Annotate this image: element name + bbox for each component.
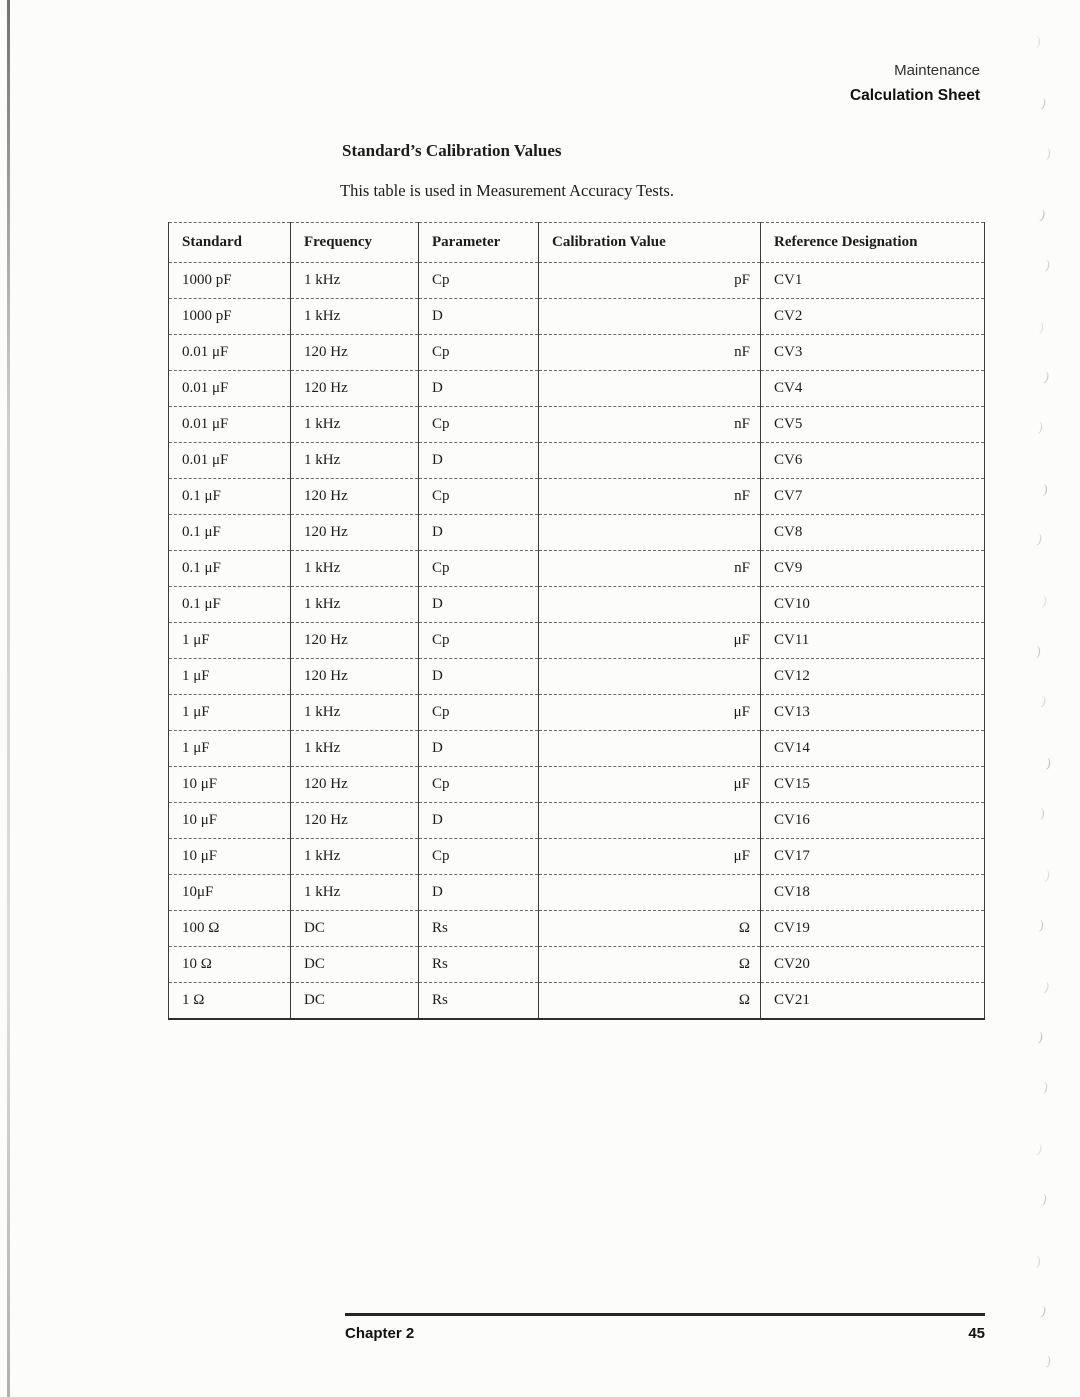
reference-designation-cell: CV3 xyxy=(761,335,985,371)
standard-cell: 0.01 μF xyxy=(169,407,291,443)
reference-designation-cell: CV16 xyxy=(761,803,985,839)
parameter-cell: Rs xyxy=(419,983,539,1019)
calibration-value-cell xyxy=(539,659,761,695)
standard-cell: 100 Ω xyxy=(169,911,291,947)
calibration-value-cell: μF xyxy=(539,767,761,803)
parameter-cell: Cp xyxy=(419,407,539,443)
calibration-value-cell xyxy=(539,371,761,407)
footer-page-number: 45 xyxy=(968,1325,985,1342)
reference-designation-cell: CV19 xyxy=(761,911,985,947)
scan-artifact-icon: ) xyxy=(1036,1030,1045,1047)
calibration-value-cell: nF xyxy=(539,335,761,371)
reference-designation-cell: CV21 xyxy=(761,983,985,1019)
calibration-value-cell: pF xyxy=(539,263,761,299)
calibration-value-cell xyxy=(539,587,761,623)
scan-artifact-icon: ) xyxy=(1042,1080,1049,1097)
scan-artifact-icon: ) xyxy=(1036,420,1045,437)
parameter-cell: Cp xyxy=(419,335,539,371)
frequency-cell: 120 Hz xyxy=(291,623,419,659)
table-row xyxy=(169,875,985,911)
standard-cell: 0.1 μF xyxy=(169,515,291,551)
calibration-value-cell: μF xyxy=(539,839,761,875)
scan-artifact-icon: ) xyxy=(1042,370,1052,387)
running-header xyxy=(850,62,980,105)
scan-artifact-icon: ) xyxy=(1041,980,1052,997)
table-row xyxy=(169,767,985,803)
reference-designation-cell: CV8 xyxy=(761,515,985,551)
reference-designation-cell: CV13 xyxy=(761,695,985,731)
column-header: Standard xyxy=(169,223,291,263)
standard-cell: 1 μF xyxy=(169,695,291,731)
footer-chapter-label: Chapter 2 xyxy=(345,1325,415,1342)
frequency-cell: 1 kHz xyxy=(291,407,419,443)
scan-artifact-icon: ) xyxy=(1040,1192,1049,1209)
calibration-value-cell: μF xyxy=(539,695,761,731)
parameter-cell: D xyxy=(419,515,539,551)
table-row xyxy=(169,911,985,947)
frequency-cell: DC xyxy=(291,911,419,947)
frequency-cell: 1 kHz xyxy=(291,443,419,479)
parameter-cell: D xyxy=(419,731,539,767)
frequency-cell: 1 kHz xyxy=(291,551,419,587)
scan-artifact-icon: ) xyxy=(1039,96,1048,113)
calibration-value-cell: Ω xyxy=(539,947,761,983)
parameter-cell: D xyxy=(419,443,539,479)
calibration-value-cell xyxy=(539,875,761,911)
reference-designation-cell: CV18 xyxy=(761,875,985,911)
table-row xyxy=(169,695,985,731)
parameter-cell: Rs xyxy=(419,911,539,947)
scan-artifact-icon: ) xyxy=(1038,320,1045,337)
scan-artifact-icon: ) xyxy=(1044,146,1053,163)
parameter-cell: D xyxy=(419,371,539,407)
scan-artifact-icon: ) xyxy=(1035,532,1044,549)
calibration-value-cell: nF xyxy=(539,479,761,515)
frequency-cell: 120 Hz xyxy=(291,335,419,371)
scan-artifact-icon: ) xyxy=(1039,806,1046,823)
parameter-cell: D xyxy=(419,299,539,335)
calibration-value-cell: Ω xyxy=(539,911,761,947)
frequency-cell: 120 Hz xyxy=(291,803,419,839)
calibration-value-cell xyxy=(539,299,761,335)
scan-artifact-icon: ) xyxy=(1039,694,1048,711)
calibration-values-table xyxy=(168,222,985,1020)
table-row xyxy=(169,335,985,371)
scan-artifact-icon: ) xyxy=(1043,258,1052,275)
parameter-cell: Cp xyxy=(419,767,539,803)
standard-cell: 0.1 μF xyxy=(169,587,291,623)
scan-artifact-icon: ) xyxy=(1039,1304,1048,1321)
frequency-cell: 1 kHz xyxy=(291,695,419,731)
calibration-value-cell xyxy=(539,443,761,479)
reference-designation-cell: CV10 xyxy=(761,587,985,623)
scan-artifact-icon: ) xyxy=(1035,1254,1042,1271)
scan-artifact-icon: ) xyxy=(1035,644,1042,661)
table-row xyxy=(169,803,985,839)
standard-cell: 10 μF xyxy=(169,803,291,839)
standard-cell: 10 μF xyxy=(169,767,291,803)
footer-rule xyxy=(345,1313,985,1316)
frequency-cell: 1 kHz xyxy=(291,263,419,299)
calibration-value-cell: nF xyxy=(539,551,761,587)
frequency-cell: 120 Hz xyxy=(291,371,419,407)
calibration-value-cell: nF xyxy=(539,407,761,443)
calibration-value-cell: Ω xyxy=(539,983,761,1019)
table-row xyxy=(169,983,985,1019)
reference-designation-cell: CV11 xyxy=(761,623,985,659)
column-header: Reference Designation xyxy=(761,223,985,263)
page-footer xyxy=(345,1313,985,1342)
reference-designation-cell: CV14 xyxy=(761,731,985,767)
reference-designation-cell: CV1 xyxy=(761,263,985,299)
reference-designation-cell: CV6 xyxy=(761,443,985,479)
table-row xyxy=(169,731,985,767)
table-row xyxy=(169,299,985,335)
table-row xyxy=(169,479,985,515)
standard-cell: 0.1 μF xyxy=(169,479,291,515)
column-header: Parameter xyxy=(419,223,539,263)
standard-cell: 0.1 μF xyxy=(169,551,291,587)
parameter-cell: Cp xyxy=(419,695,539,731)
scan-artifact-icon: ) xyxy=(1044,756,1053,773)
table-row xyxy=(169,947,985,983)
frequency-cell: 120 Hz xyxy=(291,515,419,551)
table-row xyxy=(169,407,985,443)
reference-designation-cell: CV20 xyxy=(761,947,985,983)
scan-artifact-icon: ) xyxy=(1037,208,1048,225)
running-header-subsection: Calculation Sheet xyxy=(849,87,980,104)
frequency-cell: DC xyxy=(291,947,419,983)
frequency-cell: 1 kHz xyxy=(291,299,419,335)
frequency-cell: 1 kHz xyxy=(291,731,419,767)
frequency-cell: 1 kHz xyxy=(291,839,419,875)
frequency-cell: 120 Hz xyxy=(291,479,419,515)
scan-artifact-icon: ) xyxy=(1035,1142,1045,1159)
parameter-cell: Cp xyxy=(419,479,539,515)
running-header-section: Maintenance xyxy=(894,62,980,79)
scan-artifact-icon: ) xyxy=(1044,1354,1053,1371)
frequency-cell: DC xyxy=(291,983,419,1019)
table-row xyxy=(169,263,985,299)
reference-designation-cell: CV15 xyxy=(761,767,985,803)
parameter-cell: Rs xyxy=(419,947,539,983)
table-row xyxy=(169,587,985,623)
scan-artifact-icon: ) xyxy=(1037,918,1046,935)
standard-cell: 1000 pF xyxy=(169,263,291,299)
table-row xyxy=(169,839,985,875)
standard-cell: 1 μF xyxy=(169,659,291,695)
table-row xyxy=(169,659,985,695)
reference-designation-cell: CV4 xyxy=(761,371,985,407)
parameter-cell: D xyxy=(419,587,539,623)
calibration-value-cell xyxy=(539,515,761,551)
page-title: Standard’s Calibration Values xyxy=(342,141,562,160)
reference-designation-cell: CV9 xyxy=(761,551,985,587)
standard-cell: 10 μF xyxy=(169,839,291,875)
standard-cell: 1 Ω xyxy=(169,983,291,1019)
table-row xyxy=(169,551,985,587)
table-header-row xyxy=(169,223,985,263)
standard-cell: 0.01 μF xyxy=(169,443,291,479)
table-row xyxy=(169,515,985,551)
standard-cell: 0.01 μF xyxy=(169,371,291,407)
parameter-cell: Cp xyxy=(419,263,539,299)
page-subtitle: This table is used in Measurement Accuracy Tests. xyxy=(340,181,674,200)
parameter-cell: Cp xyxy=(419,623,539,659)
reference-designation-cell: CV17 xyxy=(761,839,985,875)
calibration-value-cell xyxy=(539,731,761,767)
reference-designation-cell: CV12 xyxy=(761,659,985,695)
standard-cell: 10 Ω xyxy=(169,947,291,983)
scan-artifact-icon: ) xyxy=(1040,594,1049,611)
frequency-cell: 120 Hz xyxy=(291,659,419,695)
table-row xyxy=(169,623,985,659)
standard-cell: 10μF xyxy=(169,875,291,911)
scan-edge-shadow xyxy=(7,0,10,1397)
column-header: Frequency xyxy=(291,223,419,263)
frequency-cell: 1 kHz xyxy=(291,875,419,911)
parameter-cell: D xyxy=(419,803,539,839)
scan-artifact-icon: ) xyxy=(1042,482,1049,499)
parameter-cell: D xyxy=(419,659,539,695)
calibration-value-cell xyxy=(539,803,761,839)
frequency-cell: 1 kHz xyxy=(291,587,419,623)
standard-cell: 1 μF xyxy=(169,731,291,767)
scan-artifact-icon: ) xyxy=(1035,34,1042,51)
calibration-value-cell: μF xyxy=(539,623,761,659)
standard-cell: 1000 pF xyxy=(169,299,291,335)
reference-designation-cell: CV7 xyxy=(761,479,985,515)
table-body xyxy=(169,263,985,1019)
frequency-cell: 120 Hz xyxy=(291,767,419,803)
scan-artifact-icon: ) xyxy=(1043,868,1052,885)
parameter-cell: D xyxy=(419,875,539,911)
standard-cell: 0.01 μF xyxy=(169,335,291,371)
parameter-cell: Cp xyxy=(419,551,539,587)
table-row xyxy=(169,443,985,479)
column-header: Calibration Value xyxy=(539,223,761,263)
reference-designation-cell: CV5 xyxy=(761,407,985,443)
reference-designation-cell: CV2 xyxy=(761,299,985,335)
table-row xyxy=(169,371,985,407)
parameter-cell: Cp xyxy=(419,839,539,875)
standard-cell: 1 μF xyxy=(169,623,291,659)
